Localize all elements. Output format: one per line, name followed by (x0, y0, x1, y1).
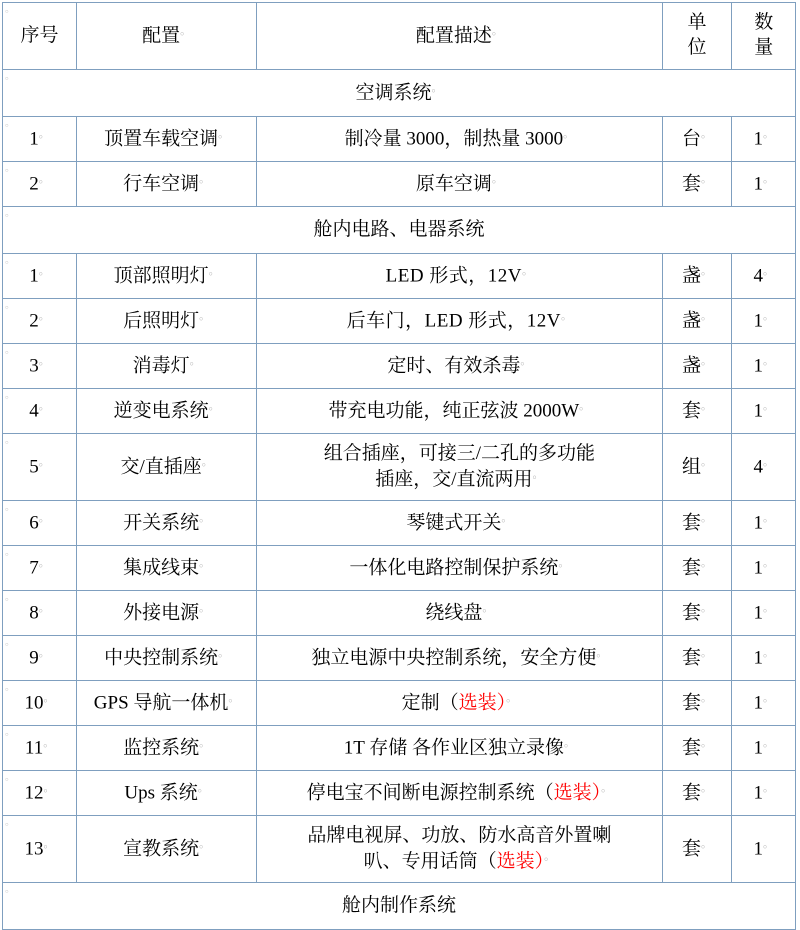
table-row (3, 501, 796, 546)
cell-desc (257, 681, 662, 726)
cell-desc (257, 389, 662, 434)
cell-unit (662, 501, 732, 546)
cell-name (77, 254, 257, 299)
row-no: 2 (29, 173, 39, 194)
mark-glyph: 。 (701, 556, 713, 569)
mark-glyph: 。 (762, 781, 774, 794)
row-qty: 1 (753, 512, 763, 533)
mark-glyph: 。 (43, 736, 55, 749)
header-cell-name (77, 3, 257, 70)
cell-desc (257, 546, 662, 591)
row-desc: 带充电功能，纯正弦波 2000W (328, 400, 580, 421)
header-label-no: 序号 (20, 24, 59, 46)
edit-mark-icon: 。 (5, 118, 15, 129)
row-no: 5 (29, 456, 39, 477)
row-unit: 套 (682, 782, 702, 803)
row-desc-line2 (260, 849, 658, 875)
mark-glyph: 。 (701, 399, 713, 412)
mark-glyph: 。 (762, 127, 774, 140)
cell-qty (732, 299, 796, 344)
row-desc-option-tag: 选装 (458, 692, 497, 713)
cell-desc (257, 117, 662, 162)
cell-qty (732, 681, 796, 726)
row-qty: 1 (753, 602, 763, 623)
cell-name (77, 591, 257, 636)
mark-glyph: 。 (180, 24, 192, 37)
table-row (3, 299, 796, 344)
cell-desc (257, 162, 662, 207)
cell-qty (732, 636, 796, 681)
cell-no (3, 591, 77, 636)
row-no: 8 (29, 602, 39, 623)
edit-mark-icon: 。 (5, 817, 15, 828)
cell-qty (732, 389, 796, 434)
header-label-qty-line2: 量 (754, 37, 774, 58)
section-title: 舱内电路、电器系统 (313, 218, 485, 240)
mark-glyph: 。 (38, 309, 50, 322)
cell-no (3, 546, 77, 591)
row-desc: 独立电源中央控制系统，安全方便 (311, 647, 597, 668)
row-unit: 套 (682, 557, 702, 578)
cell-no (3, 434, 77, 501)
row-name: GPS 导航一体机 (93, 692, 229, 713)
edit-mark-icon: 。 (5, 390, 15, 401)
cell-no (3, 771, 77, 816)
edit-mark-icon: 。 (5, 345, 15, 356)
mark-glyph: 。 (197, 781, 209, 794)
edit-mark-icon: 。 (5, 255, 15, 266)
mark-glyph: 。 (482, 601, 494, 614)
mark-glyph: 。 (579, 399, 591, 412)
mark-glyph: 。 (762, 601, 774, 614)
mark-glyph: 。 (762, 172, 774, 185)
row-name: 消毒灯 (132, 355, 190, 376)
row-qty: 1 (753, 128, 763, 149)
mark-glyph: 。 (701, 354, 713, 367)
cell-unit (662, 344, 732, 389)
mark-glyph: 。 (762, 511, 774, 524)
cell-name (77, 344, 257, 389)
cell-desc (257, 501, 662, 546)
cell-no (3, 117, 77, 162)
mark-glyph: 。 (38, 264, 50, 277)
cell-desc (257, 254, 662, 299)
cell-name (77, 299, 257, 344)
table-row (3, 816, 796, 883)
mark-glyph: 。 (208, 264, 220, 277)
mark-glyph: 。 (506, 691, 518, 704)
row-no: 9 (29, 647, 39, 668)
mark-glyph: 。 (544, 850, 556, 863)
mark-glyph: 。 (199, 309, 211, 322)
mark-glyph: 。 (762, 736, 774, 749)
section-header-row (3, 883, 796, 930)
edit-mark-icon: 。 (5, 637, 15, 648)
cell-qty (732, 591, 796, 636)
table-row (3, 162, 796, 207)
cell-desc (257, 726, 662, 771)
row-name: 后照明灯 (123, 310, 200, 331)
cell-no (3, 299, 77, 344)
row-no: 1 (29, 265, 39, 286)
mark-glyph: 。 (38, 399, 50, 412)
row-no: 10 (24, 692, 44, 713)
row-no: 11 (24, 737, 44, 758)
row-unit: 盏 (682, 310, 702, 331)
mark-glyph: 。 (43, 837, 55, 850)
row-unit: 台 (682, 128, 702, 149)
row-qty: 1 (753, 647, 763, 668)
table-row (3, 591, 796, 636)
cell-qty (732, 254, 796, 299)
edit-mark-icon: 。 (5, 884, 15, 895)
mark-glyph: 。 (522, 264, 534, 277)
row-name: 顶部照明灯 (113, 265, 209, 286)
cell-unit (662, 389, 732, 434)
mark-glyph: 。 (762, 399, 774, 412)
mark-glyph: 。 (532, 468, 544, 481)
mark-glyph: 。 (501, 511, 513, 524)
mark-glyph: 。 (701, 127, 713, 140)
row-qty: 1 (753, 838, 763, 859)
cell-unit (662, 254, 732, 299)
mark-glyph: 。 (199, 736, 211, 749)
row-desc-line2-text: 插座，交/直流两用 (375, 469, 533, 490)
table-row (3, 636, 796, 681)
mark-glyph: 。 (701, 455, 713, 468)
mark-glyph: 。 (762, 646, 774, 659)
cell-name (77, 636, 257, 681)
mark-glyph: 。 (431, 81, 443, 94)
table-row (3, 434, 796, 501)
row-desc-line2 (260, 467, 658, 493)
cell-unit (662, 681, 732, 726)
header-label-unit-line2: 位 (687, 37, 707, 58)
section-title-cell (3, 70, 796, 117)
edit-mark-icon: 。 (5, 682, 15, 693)
row-name: 集成线束 (123, 557, 200, 578)
row-desc-plain: 停电宝不间断电源控制系统（ (306, 782, 554, 803)
cell-desc (257, 816, 662, 883)
row-qty: 1 (753, 355, 763, 376)
row-desc-line1: 品牌电视屏、功放、防水高音外置喇 (307, 825, 612, 847)
edit-mark-icon: 。 (5, 772, 15, 783)
mark-glyph: 。 (762, 455, 774, 468)
mark-glyph: 。 (199, 601, 211, 614)
table-row (3, 546, 796, 591)
cell-no (3, 501, 77, 546)
mark-glyph: 。 (38, 172, 50, 185)
table-row (3, 681, 796, 726)
edit-mark-icon: 。 (5, 71, 15, 82)
row-desc: 定时、有效杀毒 (387, 355, 521, 376)
row-name: 宣教系统 (123, 838, 200, 859)
row-qty: 1 (753, 173, 763, 194)
cell-desc (257, 434, 662, 501)
cell-name (77, 501, 257, 546)
cell-name (77, 117, 257, 162)
cell-name (77, 546, 257, 591)
header-cell-qty (732, 3, 796, 70)
mark-glyph: 。 (701, 264, 713, 277)
mark-glyph: 。 (199, 556, 211, 569)
row-desc-line2-plain: 叭、专用话筒（ (363, 851, 497, 872)
section-header-row (3, 70, 796, 117)
cell-unit (662, 546, 732, 591)
row-desc-option-tag: 选装 (553, 782, 592, 803)
row-qty: 4 (753, 456, 763, 477)
cell-name (77, 816, 257, 883)
mark-glyph: 。 (701, 309, 713, 322)
row-unit: 盏 (682, 355, 702, 376)
row-desc-tail: ） (496, 692, 507, 713)
mark-glyph: 。 (601, 781, 613, 794)
row-qty: 1 (753, 557, 763, 578)
edit-mark-icon: 。 (5, 208, 15, 219)
cell-no (3, 726, 77, 771)
row-unit: 套 (682, 602, 702, 623)
edit-mark-icon: 。 (5, 435, 15, 446)
cell-unit (662, 636, 732, 681)
cell-no (3, 636, 77, 681)
row-name: 外接电源 (123, 602, 200, 623)
cell-unit (662, 771, 732, 816)
mark-glyph: 。 (38, 455, 50, 468)
mark-glyph: 。 (762, 309, 774, 322)
row-no: 13 (24, 838, 44, 859)
mark-glyph: 。 (701, 837, 713, 850)
cell-unit (662, 162, 732, 207)
row-desc: LED 形式，12V (385, 265, 523, 286)
cell-qty (732, 162, 796, 207)
edit-mark-icon: 。 (5, 502, 15, 513)
row-desc-option-tag: 选装 (496, 851, 535, 872)
table-header-row (3, 3, 796, 70)
row-name: 中央控制系统 (104, 647, 219, 668)
row-no: 2 (29, 310, 39, 331)
row-qty: 1 (753, 400, 763, 421)
cell-qty (732, 344, 796, 389)
section-header-row (3, 207, 796, 254)
mark-glyph: 。 (43, 781, 55, 794)
configuration-table (2, 2, 796, 930)
row-unit: 套 (682, 400, 702, 421)
mark-glyph: 。 (199, 511, 211, 524)
mark-glyph: 。 (701, 691, 713, 704)
mark-glyph: 。 (38, 556, 50, 569)
row-unit: 套 (682, 692, 702, 713)
row-name: Ups 系统 (124, 782, 198, 803)
cell-unit (662, 299, 732, 344)
mark-glyph: 。 (762, 556, 774, 569)
row-unit: 套 (682, 838, 702, 859)
mark-glyph: 。 (491, 172, 503, 185)
row-no: 3 (29, 355, 39, 376)
row-qty: 1 (753, 310, 763, 331)
table-row (3, 344, 796, 389)
mark-glyph: 。 (491, 24, 503, 37)
mark-glyph: 。 (38, 601, 50, 614)
edit-mark-icon: 。 (5, 592, 15, 603)
mark-glyph: 。 (38, 511, 50, 524)
row-unit: 套 (682, 647, 702, 668)
row-name: 监控系统 (123, 737, 200, 758)
cell-qty (732, 726, 796, 771)
edit-mark-icon: 。 (5, 300, 15, 311)
mark-glyph: 。 (228, 691, 240, 704)
mark-glyph: 。 (701, 736, 713, 749)
cell-no (3, 344, 77, 389)
row-no: 6 (29, 512, 39, 533)
cell-desc (257, 771, 662, 816)
mark-glyph: 。 (199, 172, 211, 185)
mark-glyph: 。 (762, 264, 774, 277)
row-desc-line2-tail: ） (534, 851, 545, 872)
row-qty: 1 (753, 782, 763, 803)
cell-unit (662, 591, 732, 636)
cell-qty (732, 434, 796, 501)
row-desc: 制冷量 3000，制热量 3000 (344, 128, 564, 149)
header-label-qty-line1: 数 (754, 12, 774, 34)
row-desc: 一体化电路控制保护系统 (349, 557, 559, 578)
cell-qty (732, 501, 796, 546)
cell-desc (257, 636, 662, 681)
edit-mark-icon: 。 (5, 727, 15, 738)
mark-glyph: 。 (762, 837, 774, 850)
mark-glyph: 。 (762, 354, 774, 367)
row-qty: 1 (753, 692, 763, 713)
cell-qty (732, 546, 796, 591)
mark-glyph: 。 (199, 837, 211, 850)
cell-name (77, 162, 257, 207)
cell-unit (662, 434, 732, 501)
cell-qty (732, 771, 796, 816)
mark-glyph: 。 (561, 309, 573, 322)
cell-no (3, 254, 77, 299)
cell-name (77, 681, 257, 726)
mark-glyph: 。 (701, 172, 713, 185)
row-no: 4 (29, 400, 39, 421)
header-label-unit-line1: 单 (687, 12, 707, 34)
cell-name (77, 726, 257, 771)
mark-glyph: 。 (38, 127, 50, 140)
row-unit: 套 (682, 512, 702, 533)
header-cell-unit (662, 3, 732, 70)
row-unit: 套 (682, 737, 702, 758)
row-qty: 1 (753, 737, 763, 758)
mark-glyph: 。 (701, 781, 713, 794)
cell-unit (662, 117, 732, 162)
mark-glyph: 。 (189, 354, 201, 367)
header-label-desc: 配置描述 (415, 25, 492, 46)
section-title: 舱内制作系统 (341, 894, 456, 916)
row-desc-tail: ） (591, 782, 602, 803)
table-row (3, 771, 796, 816)
table-row (3, 726, 796, 771)
row-unit: 套 (682, 173, 702, 194)
mark-glyph: 。 (218, 127, 230, 140)
row-desc-plain: 定制（ (401, 692, 459, 713)
row-desc: 后车门，LED 形式，12V (346, 310, 562, 331)
row-no: 7 (29, 557, 39, 578)
cell-no (3, 681, 77, 726)
row-unit: 组 (682, 456, 702, 477)
section-title-cell (3, 207, 796, 254)
cell-desc (257, 299, 662, 344)
cell-desc (257, 344, 662, 389)
row-name: 开关系统 (123, 512, 200, 533)
cell-name (77, 771, 257, 816)
cell-unit (662, 726, 732, 771)
mark-glyph: 。 (558, 556, 570, 569)
row-desc-line1: 组合插座，可接三/二孔的多功能 (323, 443, 595, 465)
row-qty: 4 (753, 265, 763, 286)
row-name: 逆变电系统 (113, 400, 209, 421)
mark-glyph: 。 (701, 646, 713, 659)
mark-glyph: 。 (208, 399, 220, 412)
edit-mark-icon: 。 (5, 547, 15, 558)
mark-glyph: 。 (520, 354, 532, 367)
row-name: 顶置车载空调 (104, 128, 219, 149)
mark-glyph: 。 (701, 511, 713, 524)
mark-glyph: 。 (38, 646, 50, 659)
mark-glyph: 。 (218, 646, 230, 659)
cell-no (3, 389, 77, 434)
mark-glyph: 。 (201, 455, 213, 468)
header-label-name: 配置 (142, 25, 181, 46)
row-no: 1 (29, 128, 39, 149)
header-cell-no (3, 3, 77, 70)
cell-qty (732, 816, 796, 883)
mark-glyph: 。 (596, 646, 608, 659)
table-row (3, 254, 796, 299)
mark-glyph: 。 (43, 691, 55, 704)
row-desc: 绕线盘 (425, 602, 483, 623)
row-desc: 1T 存储 各作业区独立录像 (343, 737, 564, 758)
cell-qty (732, 117, 796, 162)
section-title: 空调系统 (355, 82, 432, 103)
mark-glyph: 。 (563, 736, 575, 749)
section-title-cell (3, 883, 796, 930)
table-row (3, 389, 796, 434)
edit-mark-icon: 。 (5, 163, 15, 174)
edit-mark-icon: 。 (5, 4, 15, 15)
cell-name (77, 389, 257, 434)
table-row (3, 117, 796, 162)
cell-unit (662, 816, 732, 883)
mark-glyph: 。 (701, 601, 713, 614)
mark-glyph: 。 (563, 127, 575, 140)
row-desc: 原车空调 (415, 173, 492, 194)
cell-no (3, 816, 77, 883)
mark-glyph: 。 (762, 691, 774, 704)
row-desc: 琴键式开关 (406, 512, 502, 533)
cell-desc (257, 591, 662, 636)
row-unit: 盏 (682, 265, 702, 286)
mark-glyph: 。 (38, 354, 50, 367)
row-name: 交/直插座 (120, 456, 202, 477)
cell-name (77, 434, 257, 501)
header-cell-desc (257, 3, 662, 70)
row-no: 12 (24, 782, 44, 803)
cell-no (3, 162, 77, 207)
row-name: 行车空调 (123, 173, 200, 194)
